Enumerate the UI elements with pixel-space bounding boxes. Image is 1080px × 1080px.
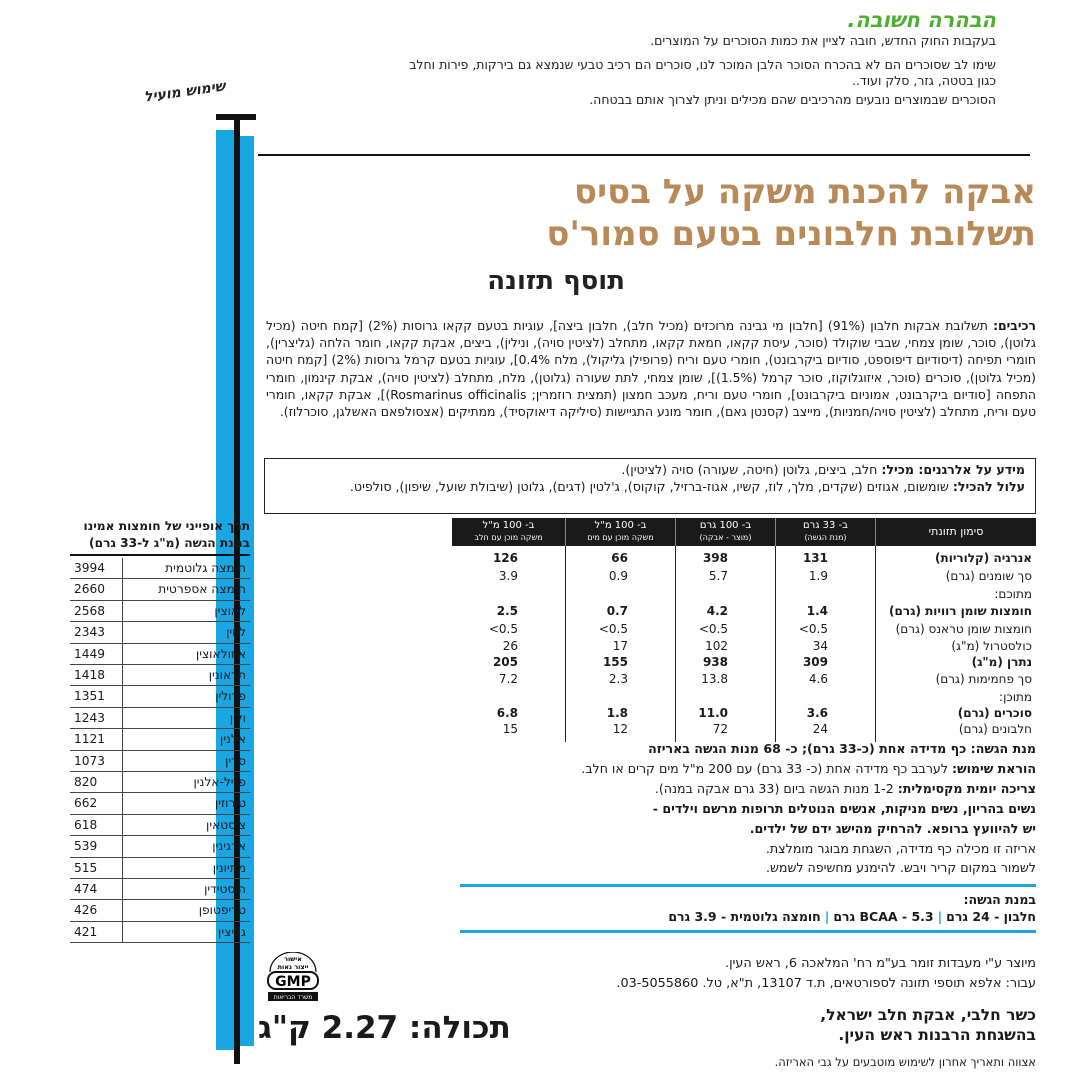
product-title-line2: תשלובת חלבונים בטעם סמור'ס [546, 214, 1036, 254]
amino-value: 2343 [74, 625, 106, 640]
daily-intake: צריכה יומית מקסימלית: 1-2 מנות הגשה ביום (33 גרם אבקה במנה). [654, 781, 1036, 796]
notice-line-1: בעקבות החוק החדש, חובה לציין את כמות הסוכרים על המוצרים. [650, 33, 996, 48]
amino-name: פרולין [215, 689, 246, 704]
amino-name: טירוזין [214, 796, 246, 811]
amino-row [70, 751, 250, 772]
serving-size: מנת הגשה: כף מדידה אחת (כ-33 גרם); כ- 68 מנות הגשה באריזה [648, 741, 1036, 756]
allergen-box [264, 458, 1036, 514]
store-note: לשמור במקום קריר ויבש. להימנע מחשיפה לשמש. [765, 860, 1036, 875]
gmp-mid-text: ייצור נאות [277, 963, 309, 971]
amino-name: אלנין [220, 732, 246, 747]
per-serving-rule [460, 884, 1036, 887]
nutrition-value: 6.8 [496, 706, 518, 720]
amino-row [70, 708, 250, 729]
nutrition-value: 155 [602, 655, 628, 669]
nutrition-value: 2.5 [496, 604, 518, 618]
amino-row [70, 686, 250, 707]
amino-value: 1073 [74, 753, 106, 768]
allergen-contains-text: חלב, ביצים, גלוטן (חיטה, שעורה) סויה (לציטין). [621, 462, 878, 477]
amino-name: ולין [229, 710, 246, 725]
amino-name: ליזין [226, 625, 246, 640]
amino-value: 426 [74, 903, 98, 918]
amino-row [70, 729, 250, 750]
amino-value: 2660 [74, 582, 106, 597]
nutrition-value: 3.9 [498, 569, 518, 583]
nutrition-row-label: אנרגיה (קלוריות) [935, 551, 1032, 565]
amino-row [70, 558, 250, 579]
amino-header-line1: תרך אופייני של חומצות אמינו [83, 519, 250, 533]
amino-value: 1121 [74, 732, 106, 747]
gmp-badge-text: GMP [275, 974, 311, 990]
nutrition-value: 11.0 [698, 706, 728, 720]
amino-value: 662 [74, 796, 98, 811]
nutrition-value: 0.9 [608, 569, 628, 583]
notice-line-2: שימו לב שסוכרים הם לא בהכרח הסוכר הלבן המוכר לנו, סוכרים הם רכיב טבעי שנמצא גם בירקות, פירות וחלב [409, 57, 996, 72]
nutrition-row [452, 690, 1036, 707]
nutrition-value: 7.2 [498, 672, 518, 686]
nutrition-value: 102 [705, 639, 728, 653]
nutrition-value: 3.6 [806, 706, 828, 720]
nutrition-value: 34 [812, 639, 828, 653]
nutrition-row [452, 622, 1036, 639]
allergen-may-label: עלול להכיל: [952, 478, 1025, 494]
nutrition-value: 131 [802, 551, 828, 565]
amino-name: היסטידין [204, 882, 246, 896]
amino-row [70, 793, 250, 814]
nutrition-row-label: סך שומנים (גרם) [945, 569, 1032, 583]
ingredients-label: רכיבים: [993, 318, 1036, 333]
nutrition-value: 309 [802, 655, 828, 669]
kosher-block [820, 1005, 1036, 1045]
nutrition-header-label: סימון תזונתי [928, 525, 984, 538]
amino-name: איזולאוצין [195, 646, 246, 661]
amino-name: מתיונין [212, 860, 246, 875]
warning-line-2: יש להיוועץ ברופא. להרחיק מהישג ידם של ילדים. [749, 821, 1036, 836]
amino-row [70, 858, 250, 879]
amino-row [70, 622, 250, 643]
amino-value: 820 [74, 775, 98, 789]
nutrition-row [452, 655, 1036, 672]
allergen-may-text: שומשום, אגוזים (שקדים, מלך, לוז, קשיו, אגוז-ברזיל, קוקוס), ג'לטין (דגים), גלוטן (שיבולת שועל, שיפון), סולפיט. [349, 478, 949, 494]
nutrition-value: 1.4 [806, 604, 828, 618]
nutrition-row [452, 722, 1036, 739]
amino-row [70, 579, 250, 600]
ingredients-block [266, 317, 1036, 420]
product-title-line1: אבקה להכנת משקה על בסיס [573, 172, 1036, 212]
nutrition-value: 12 [612, 722, 628, 736]
gmp-top-text: אישור [284, 955, 302, 963]
per-serving-values: חלבון - 24 גרם|BCAA - 5.3 גרם|חומצה גלוטמית - 3.9 גרם [668, 909, 1036, 924]
nutrition-row-label: חלבונים (גרם) [958, 722, 1032, 736]
nutrition-col-2: ב- 100 גרם (מוצר - אבקה) [676, 518, 776, 546]
amino-value: 618 [74, 817, 98, 832]
nutrition-row-label: סוכרים (גרם) [957, 706, 1032, 720]
kosher-line1: כשר חלבי, אבקת חלב ישראל, [820, 1006, 1036, 1024]
nutrition-row [452, 672, 1036, 689]
allergen-contains-label: מידע על אלרגנים: מכיל: [881, 462, 1025, 477]
nutrition-value: 205 [492, 655, 518, 669]
nutrition-value: 0.5> [598, 622, 628, 636]
amino-value: 3994 [74, 561, 106, 575]
gmp-badge-icon [262, 952, 324, 1002]
product-subtitle: תוסף תזונה [487, 266, 625, 296]
nutrition-value: 938 [702, 655, 728, 669]
amino-name: גליצין [218, 924, 246, 939]
per-serving-rule-bottom [460, 930, 1036, 933]
amino-value: 474 [74, 882, 98, 896]
nutrition-value: 0.7 [606, 604, 628, 618]
scoop-note: אריזה זו מכילה כף מדידה, השגחת מבוגר מומלצת. [765, 841, 1036, 856]
nutrition-row [452, 639, 1036, 656]
nutrition-value: 0.5> [488, 622, 518, 636]
nutrition-value: 1.9 [808, 569, 828, 583]
nutrition-value: 26 [502, 639, 518, 653]
amino-value: 1418 [74, 668, 106, 682]
nutrition-row [452, 706, 1036, 723]
nutrition-value: 15 [502, 722, 518, 736]
amino-value: 539 [74, 839, 98, 854]
nutrition-value: 398 [702, 551, 728, 565]
kosher-line2: בהשגחת הרבנות ראש העין. [838, 1026, 1036, 1044]
amino-name: פניל-אלנין [193, 775, 246, 789]
nutrition-row-label: כולסטרול (מ"ג) [951, 639, 1032, 653]
amino-row [70, 772, 250, 793]
nutrition-value: 72 [712, 722, 728, 736]
ingredients-text: תשלובת אבקות חלבון (91%) [חלבון מי גבינה מרוכזים (מכיל חלב), חלבון ביצה], עוגיות בטעם קקאו גרוסות (2%) [קמח חיטה (מכיל גלוטן), סוכר, שומן צמחי, שבבי שוקולד (סוכר, עיסת קקאו, חמאת קקאו, מתחלב (לציטין סויה), וניליןׂ), ביצים, אבקת קקאו, חומר הלחה (גליצרין), חומרי תפיחה (דיסודיום דיפוספט, סודיום ביקרבונט), חומרי טעם וריח (פרופילן גליקול), מלח 0.4%], עוגיות בטעם קרמל גרוסות (2%) [קמח חיטה (מכיל גלוטן), סוכרים (סוכר, איזוגלוקוז, סוכר קרמל (1.5%)], שומן צמחי, לתת שעורה (גלוטן), מלח, מתחלב (לציטין סויה), אבקת קינמון, חומרי התפחה [סודיום ביקרבונט, אמוניום ביקרבונט], חומרי טעם וריח, מעכב חמצון (תמצית רוזמרין; Rosmarinus officinalis)], אבקת קקאו, חומרי טעם וריח, מתחלב (לציטין סויה/חמניות), מייצב (קסנטן גאם), חומר מונע התגיישות (סיליקה דיאוקסיד), ממתיקים (אצסולפאם האשלגן, סוכרלוז). [266, 318, 1036, 420]
amino-row [70, 815, 250, 836]
nutrition-value: 0.5> [698, 622, 728, 636]
nutrition-row-label: מתוכן: [999, 690, 1032, 704]
notice-line-4: הסוכרים שבמוצרים נובעים מהרכיבים שהם מכילים וניתן לצרוך אותם בבטחה. [589, 92, 996, 107]
nutrition-row [452, 551, 1036, 568]
per-serving-title: במנת הגשה: [963, 892, 1036, 907]
nutrition-value: 126 [492, 551, 518, 565]
side-label: שימוש מועיל [143, 78, 227, 106]
instructions: הוראת שימוש: לערבב כף מדידה אחת (כ- 33 גרם) עם 200 מ"ל מים קרים או חלב. [581, 761, 1036, 776]
amino-row [70, 644, 250, 665]
amino-row [70, 900, 250, 921]
notice-line-3: כגון בטטה, גזר, סלק ועוד.. [851, 73, 996, 88]
warning-line-1: נשים בהריון, נשים מניקות, אנשים הנוטלים תרופות מרשם וילדים - [652, 801, 1036, 816]
net-content: תכולה: 2.27 ק"ג [258, 1010, 511, 1046]
amino-name: חומצה אספרטית [158, 582, 246, 597]
nutrition-value: 5.7 [708, 569, 728, 583]
amino-value: 2568 [74, 603, 106, 618]
manufacturer-line1: מיוצר ע"י מעבדות זומר בע"מ רח' המלאכה 6, ראש העין. [725, 956, 1036, 971]
nutrition-row [452, 604, 1036, 621]
nutrition-col-4: ב- 100 מ"ל משקה מוכן עם חלב [452, 518, 566, 546]
amino-row [70, 601, 250, 622]
per-serving-glutamic: חומצה גלוטמית - 3.9 גרם [668, 909, 821, 924]
nutrition-row-label: סך פחמימות (גרם) [935, 672, 1032, 686]
notice-title: הבהרה חשובה. [847, 8, 996, 32]
nutrition-row [452, 587, 1036, 604]
nutrition-value: 4.6 [808, 672, 828, 686]
nutrition-row-label: נתרן (מ"ג) [971, 655, 1032, 669]
manufacturer-line2: עבור: אלפא תוספי תזונה לספורטאים, ת.ד 13107, ת"א, טל. 03-5055860. [616, 976, 1036, 991]
amino-header [70, 518, 250, 556]
amino-name: סרין [225, 753, 246, 768]
per-serving-protein: חלבון - 24 גרם [946, 909, 1036, 924]
amino-name: חומצה גלוטמית [165, 561, 246, 575]
nutrition-header [452, 518, 1036, 546]
nutrition-value: 13.8 [701, 672, 728, 686]
amino-value: 421 [74, 924, 98, 939]
top-rule [258, 154, 1030, 156]
nutrition-value: 66 [611, 551, 628, 565]
nutrition-row [452, 569, 1036, 586]
nutrition-value: 1.8 [606, 706, 628, 720]
amino-name: תראונין [208, 668, 246, 682]
amino-name: ציסטאין [206, 817, 246, 832]
nutrition-row-label: חומצות שומן טראנס (גרם) [895, 622, 1032, 636]
amino-value: 515 [74, 860, 98, 875]
amino-value: 1449 [74, 646, 106, 661]
amino-value: 1243 [74, 710, 106, 725]
nutrition-row-label: מתוכם: [994, 587, 1032, 601]
storage-note: אצווה ותאריך אחרון לשימוש מוטבעים על גבי האריזה. [774, 1055, 1036, 1069]
amino-header-line2: במנת הגשה (מ"ג ל-33 גרם) [89, 536, 250, 550]
nutrition-value: 17 [612, 639, 628, 653]
amino-row [70, 922, 250, 943]
amino-row [70, 665, 250, 686]
nutrition-row-label: חומצות שומן רוויות (גרם) [889, 604, 1032, 618]
amino-name: ארגינין [212, 839, 246, 854]
amino-row [70, 836, 250, 857]
per-serving-bcaa: BCAA - 5.3 גרם [833, 909, 934, 924]
gmp-bottom-text: משרד הבריאות [273, 994, 313, 1001]
amino-name: לאוצין [214, 603, 246, 618]
nutrition-value: 24 [812, 722, 828, 736]
nutrition-col-1: ב- 33 גרם (מנת הגשה) [776, 518, 876, 546]
amino-name: טריפטופן [198, 903, 246, 918]
nutrition-value: 2.3 [608, 672, 628, 686]
nutrition-value: 0.5> [798, 622, 828, 636]
amino-row [70, 879, 250, 900]
nutrition-col-3: ב- 100 מ"ל משקה מוכן עם מים [566, 518, 676, 546]
amino-value: 1351 [74, 689, 106, 704]
nutrition-value: 4.2 [706, 604, 728, 618]
